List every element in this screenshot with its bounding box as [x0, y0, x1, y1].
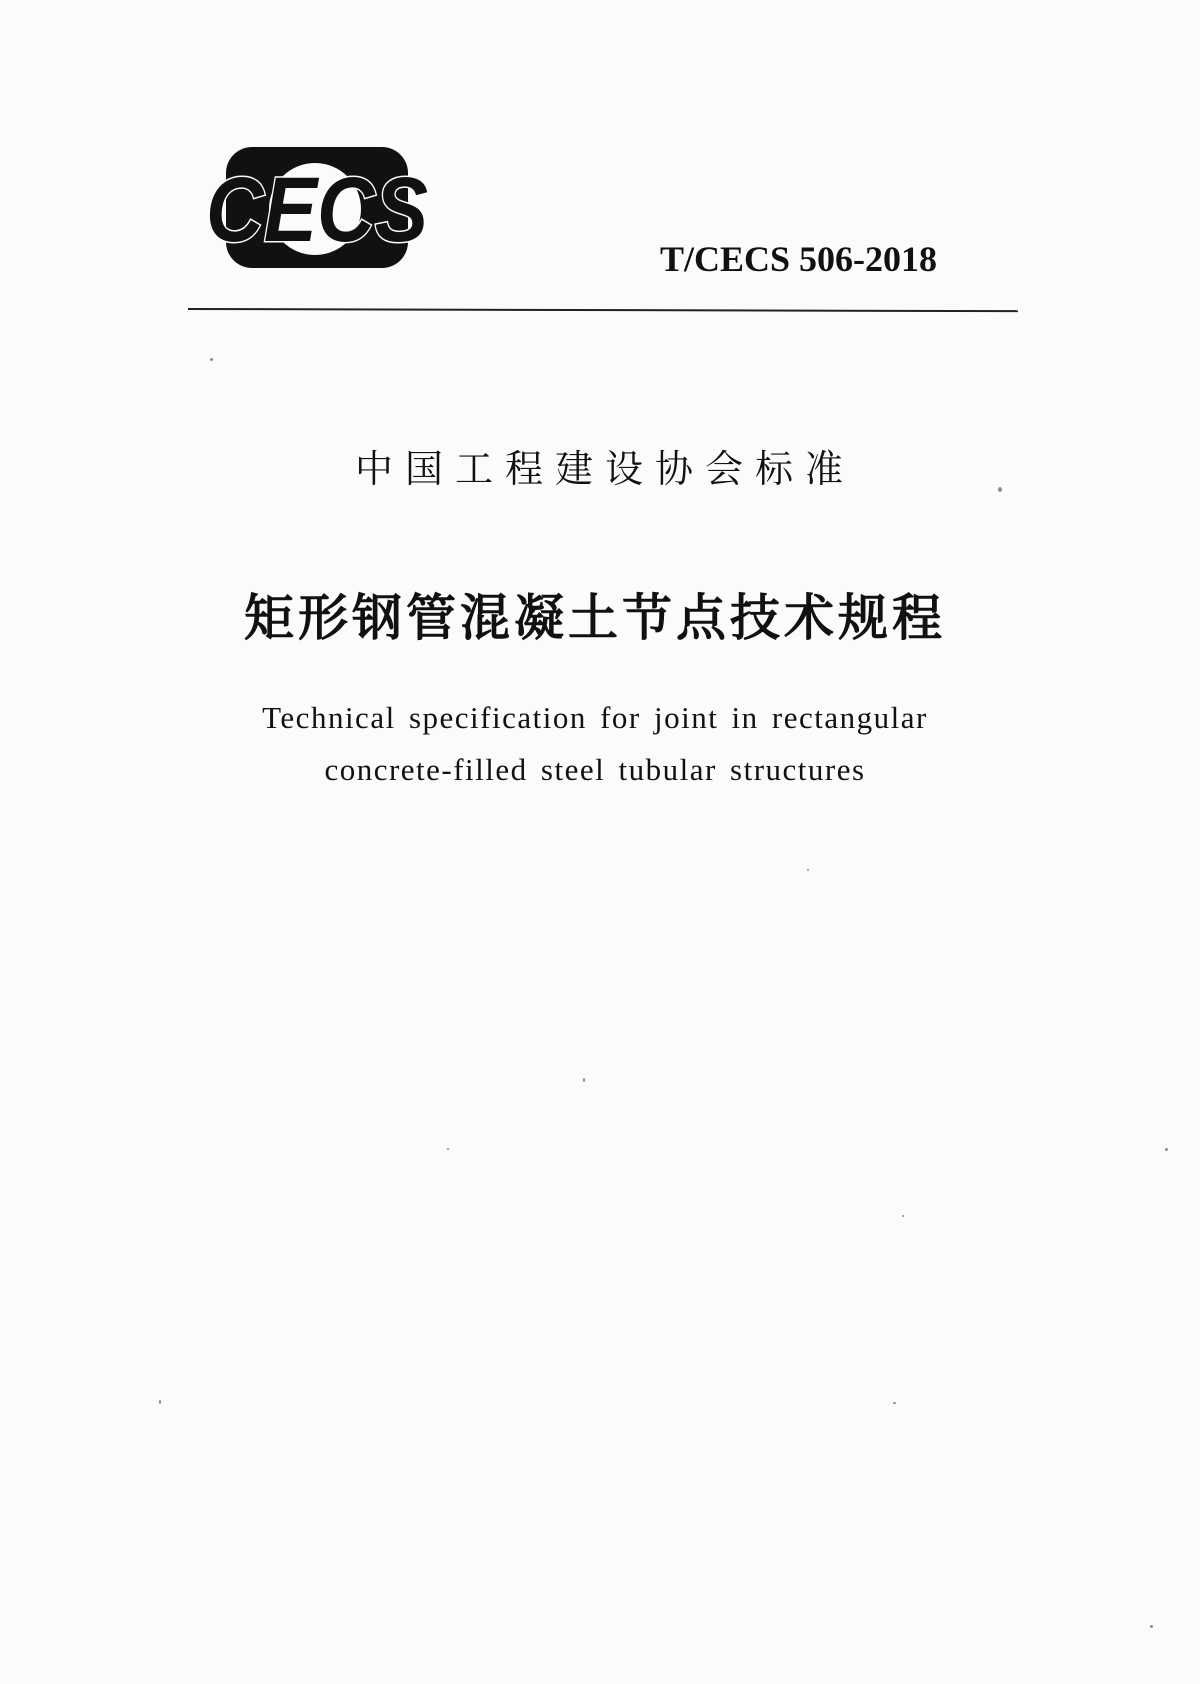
- title-chinese: 矩形钢管混凝土节点技术规程: [244, 589, 946, 647]
- standard-number: T/CECS 506-2018: [660, 239, 938, 279]
- title-english-line-1: Technical specification for joint in rectangular: [262, 700, 928, 735]
- association-name: 中国工程建设协会标准: [354, 447, 855, 491]
- cecs-logo: [200, 145, 430, 270]
- title-english-line-2: concrete-filled steel tubular structures: [324, 752, 866, 787]
- header-divider: [188, 308, 1018, 312]
- logo-text: CECS: [206, 159, 428, 261]
